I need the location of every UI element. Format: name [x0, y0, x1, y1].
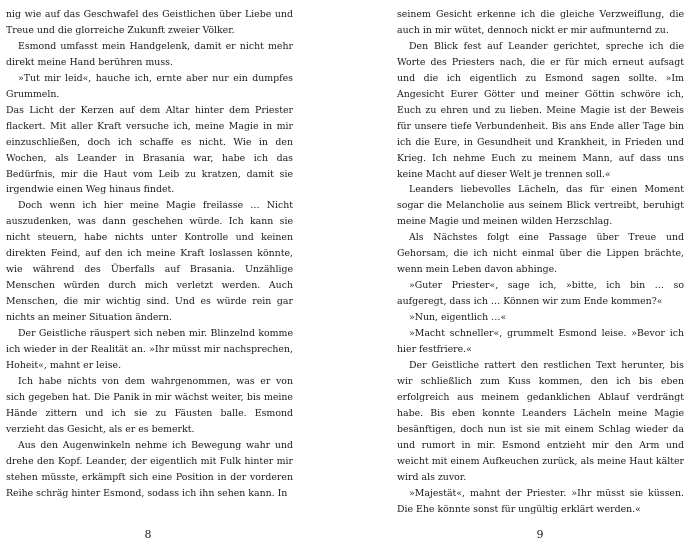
page-number: 8 — [144, 528, 152, 541]
paragraph: »Guter Priester«, sage ich, »bitte, ich bin … so aufgeregt, dass ich … Können wir zum Ende kommen?« — [397, 280, 684, 308]
paragraph: Aus den Augenwinkeln nehme ich Bewegung wahr und drehe den Kopf. Leander, der eigentlich mit Fulk hinter mir stehen müsste, erkämpft sich eine Position in der vorderen Reihe schräg hinter Esmond, sodass ich ihn sehen kann. In — [6, 439, 293, 499]
paragraph: seinem Gesicht erkenne ich die gleiche Verzweiflung, die auch in mir wütet, dennoch nickt er mir aufmunternd zu. — [397, 9, 684, 36]
paragraph: Als Nächstes folgt eine Passage über Treue und Gehorsam, die ich nicht einmal über die Lippen brächte, wenn mein Leben davon abhinge. — [397, 232, 684, 276]
paragraph: »Tut mir leid«, hauche ich, ernte aber nur ein dumpfes Grummeln. — [6, 72, 293, 100]
paragraph: Das Licht der Kerzen auf dem Altar hinter dem Priester flackert. Mit aller Kraft versuche ich, meine Magie in mir einzuschließen, doch ich schaffe es nicht. Wie in den Wochen, als Leander in Brasania war, habe ich das Bedürfnis, mir die Haut vom Leib zu kratzen, damit sie irgendwie einen Weg hinaus findet. — [6, 104, 293, 196]
paragraph: Esmond umfasst mein Handgelenk, damit er nicht mehr direkt meine Hand berühren muss. — [6, 40, 293, 68]
page-number: 9 — [536, 528, 544, 541]
left-page — [6, 7, 293, 502]
paragraph: Den Blick fest auf Leander gerichtet, spreche ich die Worte des Priesters nach, die er für mich erneut aufsagt und die ich eigentlich zu Esmond sagen sollte. »Im Angesicht Eurer Götter und meiner Göttin schwöre ich, Euch zu ehren und zu lieben. Meine Magie ist der Beweis für unsere tiefe Verbundenheit. Bis ans Ende aller Tage bin ich die Eure, in Gesundheit und Krankheit, in Frieden und Krieg. Ich nehme Euch zu meinem Mann, auf dass uns keine Macht auf dieser Welt je trennen soll.« — [397, 40, 684, 180]
paragraph: Der Geistliche räuspert sich neben mir. Blinzelnd komme ich wieder in der Realität an. »Ihr müsst mir nachsprechen, Hoheit«, mahnt er leise. — [6, 328, 293, 371]
paragraph: Ich habe nichts von dem wahrgenommen, was er von sich gegeben hat. Die Panik in mir wächst weiter, bis meine Hände zittern und ich sie zu Fäusten balle. Esmond verzieht das Gesicht, als er es bemerkt. — [6, 375, 293, 435]
right-page — [397, 7, 684, 518]
paragraph: »Macht schneller«, grummelt Esmond leise. »Bevor ich hier festfriere.« — [397, 328, 684, 356]
paragraph: nig wie auf das Geschwafel des Geistlichen über Liebe und Treue und die glorreiche Zukunft zweier Völker. — [6, 9, 293, 36]
paragraph: Doch wenn ich hier meine Magie freilasse … Nicht auszudenken, was dann geschehen würde. Ich kann sie nicht steuern, habe nichts unter Kontrolle und keinen direkten Feind, auf den ich meine Kraft loslassen könnte, wie während des Überfalls auf Brasania. Unzählige Menschen würden durch mich verletzt werden. Auch Menschen, die mir wichtig sind. Und es würde rein gar nichts an meiner Situation ändern. — [6, 200, 293, 324]
paragraph: Der Geistliche rattert den restlichen Text herunter, bis wir schließlich zum Kuss kommen, den ich bis eben erfolgreich aus meinem gedanklichen Ablauf verdrängt habe. Bis eben konnte Leanders Lächeln meine Magie besänftigen, doch nun ist sie mit einem Schlag wieder da und rumort in mir. Esmond entzieht mir den Arm und weicht mit einem Aufkeuchen zurück, als meine Haut kälter wird als zuvor. — [397, 359, 684, 483]
paragraph: »Majestät«, mahnt der Priester. »Ihr müsst sie küssen. Die Ehe könnte sonst für ungültig erklärt werden.« — [397, 487, 684, 515]
paragraph: Leanders liebevolles Lächeln, das für einen Moment sogar die Melancholie aus seinem Blick vertreibt, beruhigt meine Magie und meinen wilden Herzschlag. — [397, 184, 684, 228]
paragraph: »Nun, eigentlich …« — [409, 312, 507, 324]
